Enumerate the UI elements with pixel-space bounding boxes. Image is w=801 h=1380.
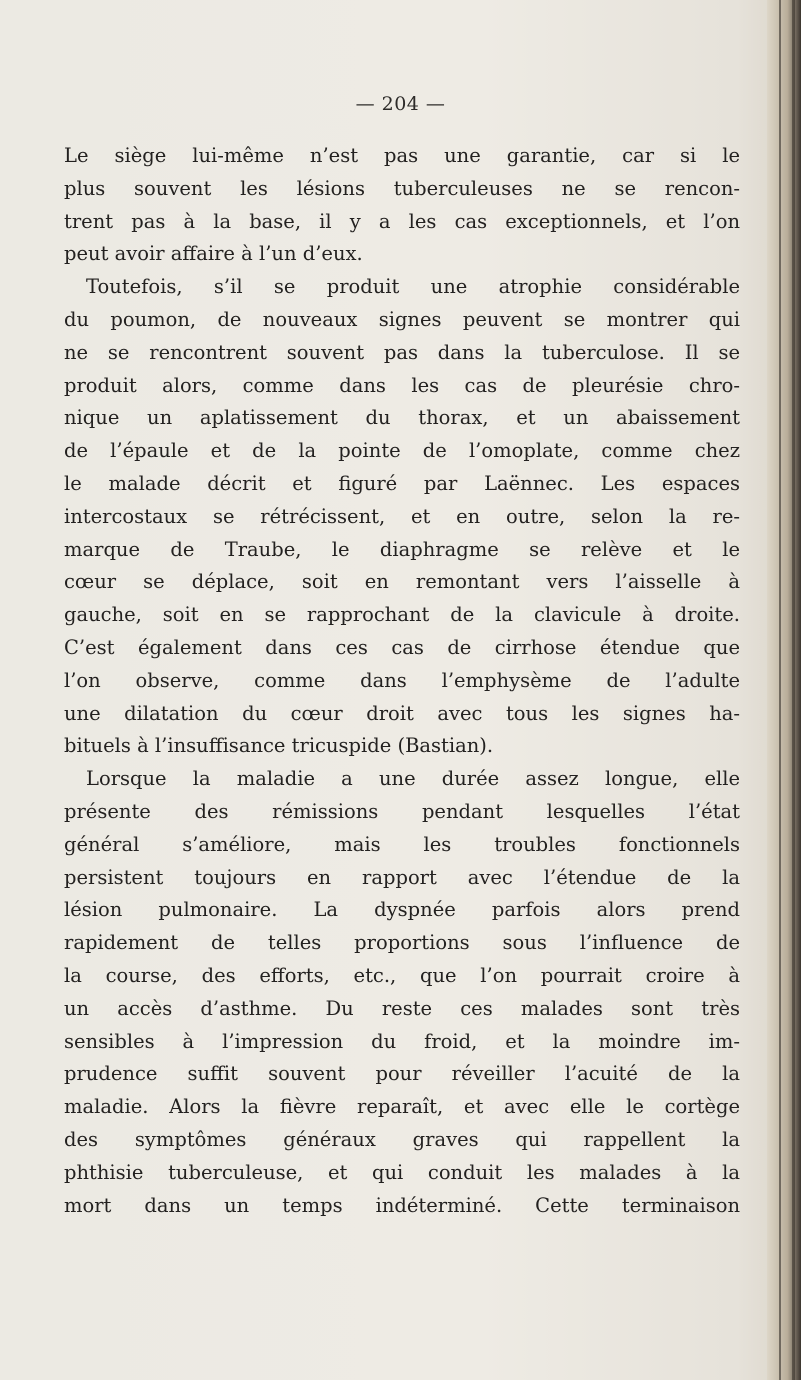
- body-text: [64, 140, 740, 1222]
- text-line: sensibles à l’impression du froid, et la moindre im-: [64, 1029, 740, 1053]
- text-line: phthisie tuberculeuse, et qui conduit les malades à la: [64, 1160, 740, 1184]
- text-line: des symptômes généraux graves qui rappellent la: [64, 1127, 740, 1151]
- binding-line: [779, 0, 781, 1380]
- binding-line-outer: [792, 0, 795, 1380]
- text-line: le malade décrit et figuré par Laënnec. Les espaces: [64, 471, 740, 495]
- text-line: bituels à l’insuffisance tricuspide (Bastian).: [64, 734, 494, 758]
- text-line: du poumon, de nouveaux signes peuvent se montrer qui: [64, 307, 740, 331]
- text-line: intercostaux se rétrécissent, et en outre, selon la re-: [64, 504, 740, 528]
- text-line: Le siège lui-même n’est pas une garantie, car si le: [64, 144, 740, 167]
- text-line: marque de Traube, le diaphragme se relève et le: [64, 537, 740, 561]
- text-line: peut avoir affaire à l’un d’eux.: [64, 242, 363, 266]
- text-line: rapidement de telles proportions sous l’influence de: [64, 931, 740, 955]
- text-line: de l’épaule et de la pointe de l’omoplate, comme chez: [64, 439, 740, 463]
- text-line: ne se rencontrent souvent pas dans la tuberculose. Il se: [64, 340, 740, 364]
- text-line: trent pas à la base, il y a les cas exceptionnels, et l’on: [64, 209, 740, 233]
- text-line: un accès d’asthme. Du reste ces malades sont très: [64, 996, 740, 1020]
- text-line: lésion pulmonaire. La dyspnée parfois alors prend: [64, 898, 740, 922]
- text-line: plus souvent les lésions tuberculeuses ne se rencon-: [64, 176, 740, 200]
- text-line: présente des rémissions pendant lesquelles l’état: [64, 799, 740, 823]
- text-line: l’on observe, comme dans l’emphysème de l’adulte: [64, 668, 740, 692]
- text-line: Lorsque la maladie a une durée assez longue, elle: [86, 767, 740, 791]
- text-line: prudence suffit souvent pour réveiller l’acuité de la: [64, 1062, 740, 1086]
- text-line: mort dans un temps indéterminé. Cette terminaison: [64, 1193, 740, 1217]
- text-line: produit alors, comme dans les cas de pleurésie chro-: [64, 373, 740, 397]
- text-line: général s’améliore, mais les troubles fonctionnels: [64, 832, 740, 856]
- page-number: — 204 —: [355, 93, 446, 115]
- text-line: nique un aplatissement du thorax, et un abaissement: [64, 406, 740, 430]
- text-line: la course, des efforts, etc., que l’on pourrait croire à: [64, 963, 740, 987]
- text-line: maladie. Alors la fièvre reparaît, et avec elle le cortège: [64, 1095, 740, 1119]
- text-line: une dilatation du cœur droit avec tous les signes ha-: [64, 701, 740, 725]
- page-edge-shadow: [767, 0, 801, 1380]
- text-line: cœur se déplace, soit en remontant vers l’aisselle à: [64, 570, 740, 594]
- text-line: C’est également dans ces cas de cirrhose étendue que: [64, 635, 740, 659]
- text-line: persistent toujours en rapport avec l’étendue de la: [64, 865, 740, 889]
- text-line: gauche, soit en se rapprochant de la clavicule à droite.: [64, 603, 740, 627]
- text-line: Toutefois, s’il se produit une atrophie considérable: [86, 275, 740, 299]
